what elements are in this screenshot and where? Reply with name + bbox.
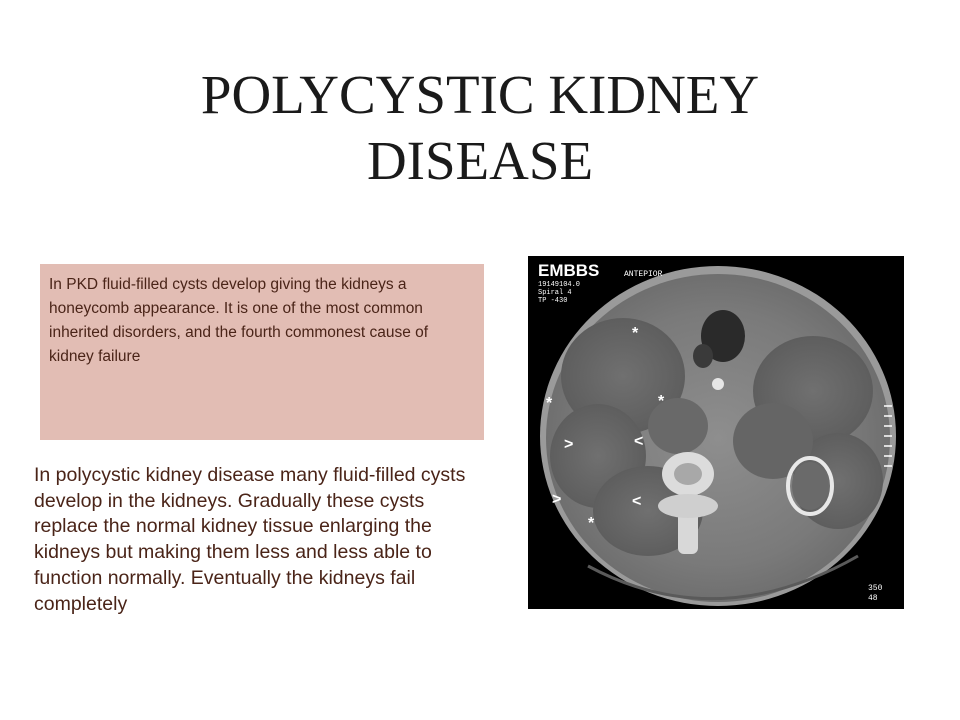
title-line-2: DISEASE — [366, 130, 594, 191]
title-line-1: POLYCYSTIC KIDNEY — [200, 64, 760, 125]
ct-label-line: TP -430 — [538, 297, 568, 305]
ct-marker: < — [634, 433, 644, 450]
ct-marker: < — [632, 493, 642, 510]
ct-marker: * — [546, 395, 553, 412]
ct-scan-graphic — [528, 256, 904, 609]
ct-label-line: Spiral 4 — [538, 289, 572, 297]
ct-marker: * — [658, 393, 665, 410]
ct-scan-image — [528, 256, 904, 609]
ct-label-br: 350 — [868, 584, 883, 593]
ct-label-main: EMBBS — [538, 261, 600, 280]
body-text: In polycystic kidney disease many fluid-filled cysts develop in the kidneys. Gradually these cysts replace the normal kidney tissue enlarging the kidneys but making them less and less able to function normally. Eventually the kidneys fail completely — [34, 464, 466, 615]
ct-label-br: 48 — [868, 594, 878, 603]
ct-marker: > — [564, 436, 574, 453]
ct-label-orientation: ANTEPIOR — [624, 270, 663, 279]
callout-text: In PKD fluid-filled cysts develop giving the kidneys a honeycomb appearance. It is one of the most common inherited disorders, and the fourth commonest cause of kidney failure — [49, 276, 429, 365]
ct-marker: > — [552, 491, 562, 508]
slide-title — [80, 62, 880, 194]
ct-marker: * — [588, 515, 595, 532]
callout-box — [40, 264, 484, 440]
ct-marker: * — [632, 325, 639, 342]
ct-label-line: 19149104.0 — [538, 281, 581, 289]
